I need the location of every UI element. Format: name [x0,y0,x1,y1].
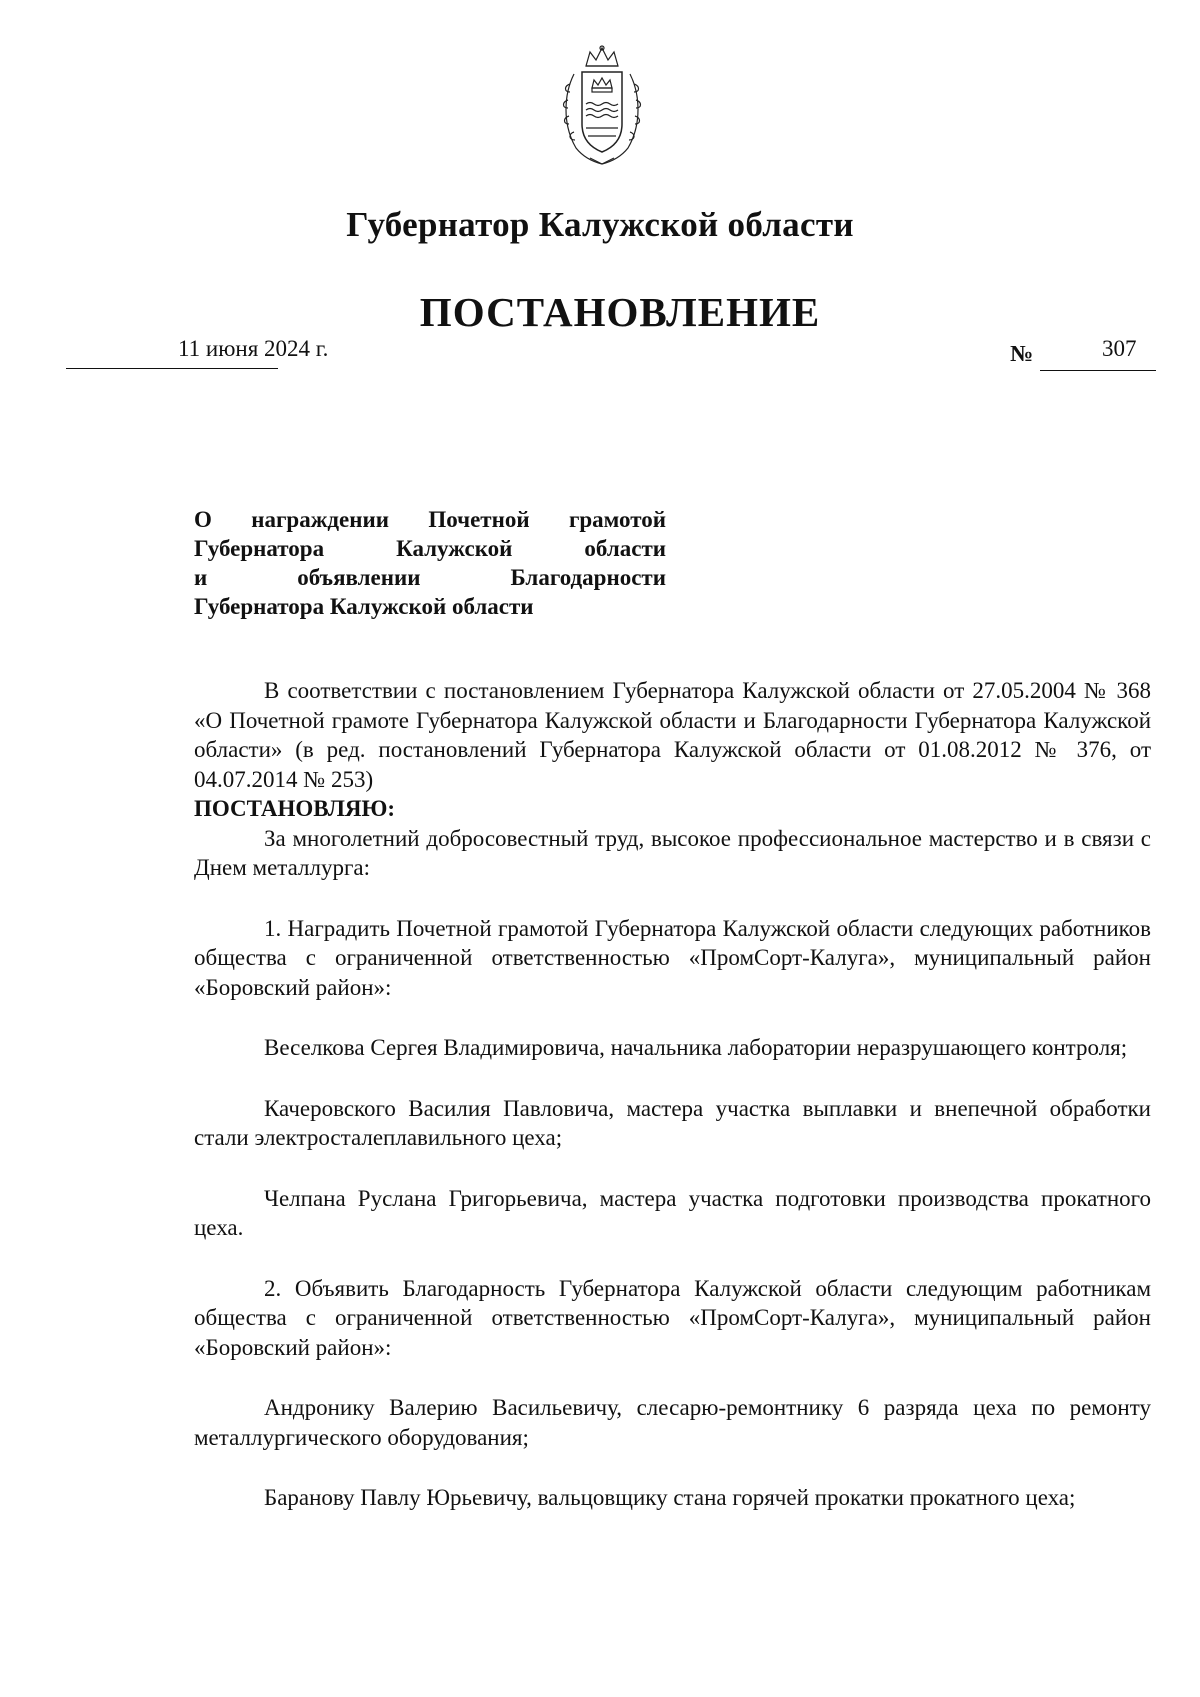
number-underline [1040,338,1156,371]
document-body [194,676,1151,1513]
document-subject [194,505,666,621]
decree-word: ПОСТАНОВЛЯЮ: [194,796,396,821]
number-sign: № [1010,341,1034,366]
person-paragraph: Баранову Павлу Юрьевичу, вальцовщику стана горячей прокатки прокатного цеха; [264,1485,1076,1510]
document-date: 11 июня 2024 г. [178,336,329,361]
person-paragraph: Качеровского Василия Павловича, мастера участка выплавки и внепечной обработки стали электросталеплавильного цеха; [194,1095,1151,1150]
document-type-title: ПОСТАНОВЛЕНИЕ [419,289,821,335]
issuing-authority: Губернатор Калужской области [346,205,854,244]
item-1-paragraph: 1. Наградить Почетной грамотой Губернатора Калужской области следующих работников общества с ограниченной ответственностью «ПромСорт-Калуга», муниципальный район «Боровский район»: [194,915,1151,1000]
person-paragraph: Веселкова Сергея Владимировича, начальника лаборатории неразрушающего контроля; [264,1035,1128,1060]
document-number: 307 [1102,336,1137,361]
subject-line: Губернатора Калужской области [194,536,666,561]
preamble-paragraph: В соответствии с постановлением Губернатора Калужской области от 27.05.2004 № 368 «О Почетной грамоте Губернатора Калужской области и Благодарности Губернатора Калужской области» (в ред. постановлений Губернатора Калужской области от 01.08.2012 № 376, от 04.07.2014 № 253) [194,678,1151,792]
reason-paragraph: За многолетний добросовестный труд, высокое профессиональное мастерство и в связи с Днем металлурга: [194,825,1151,880]
subject-line: О награждении Почетной грамотой [194,507,666,532]
subject-line: и объявлении Благодарности [194,565,666,590]
coat-of-arms-emblem [556,44,648,168]
person-paragraph: Челпана Руслана Григорьевича, мастера участка подготовки производства прокатного цеха. [194,1185,1151,1240]
item-2-paragraph: 2. Объявить Благодарность Губернатора Калужской области следующим работникам общества с ограниченной ответственностью «ПромСорт-Калуга», муниципальный район «Боровский район»: [194,1275,1151,1360]
subject-line: Губернатора Калужской области [194,594,534,619]
person-paragraph: Андронику Валерию Васильевичу, слесарю-ремонтнику 6 разряда цеха по ремонту металлургического оборудования; [194,1395,1151,1450]
